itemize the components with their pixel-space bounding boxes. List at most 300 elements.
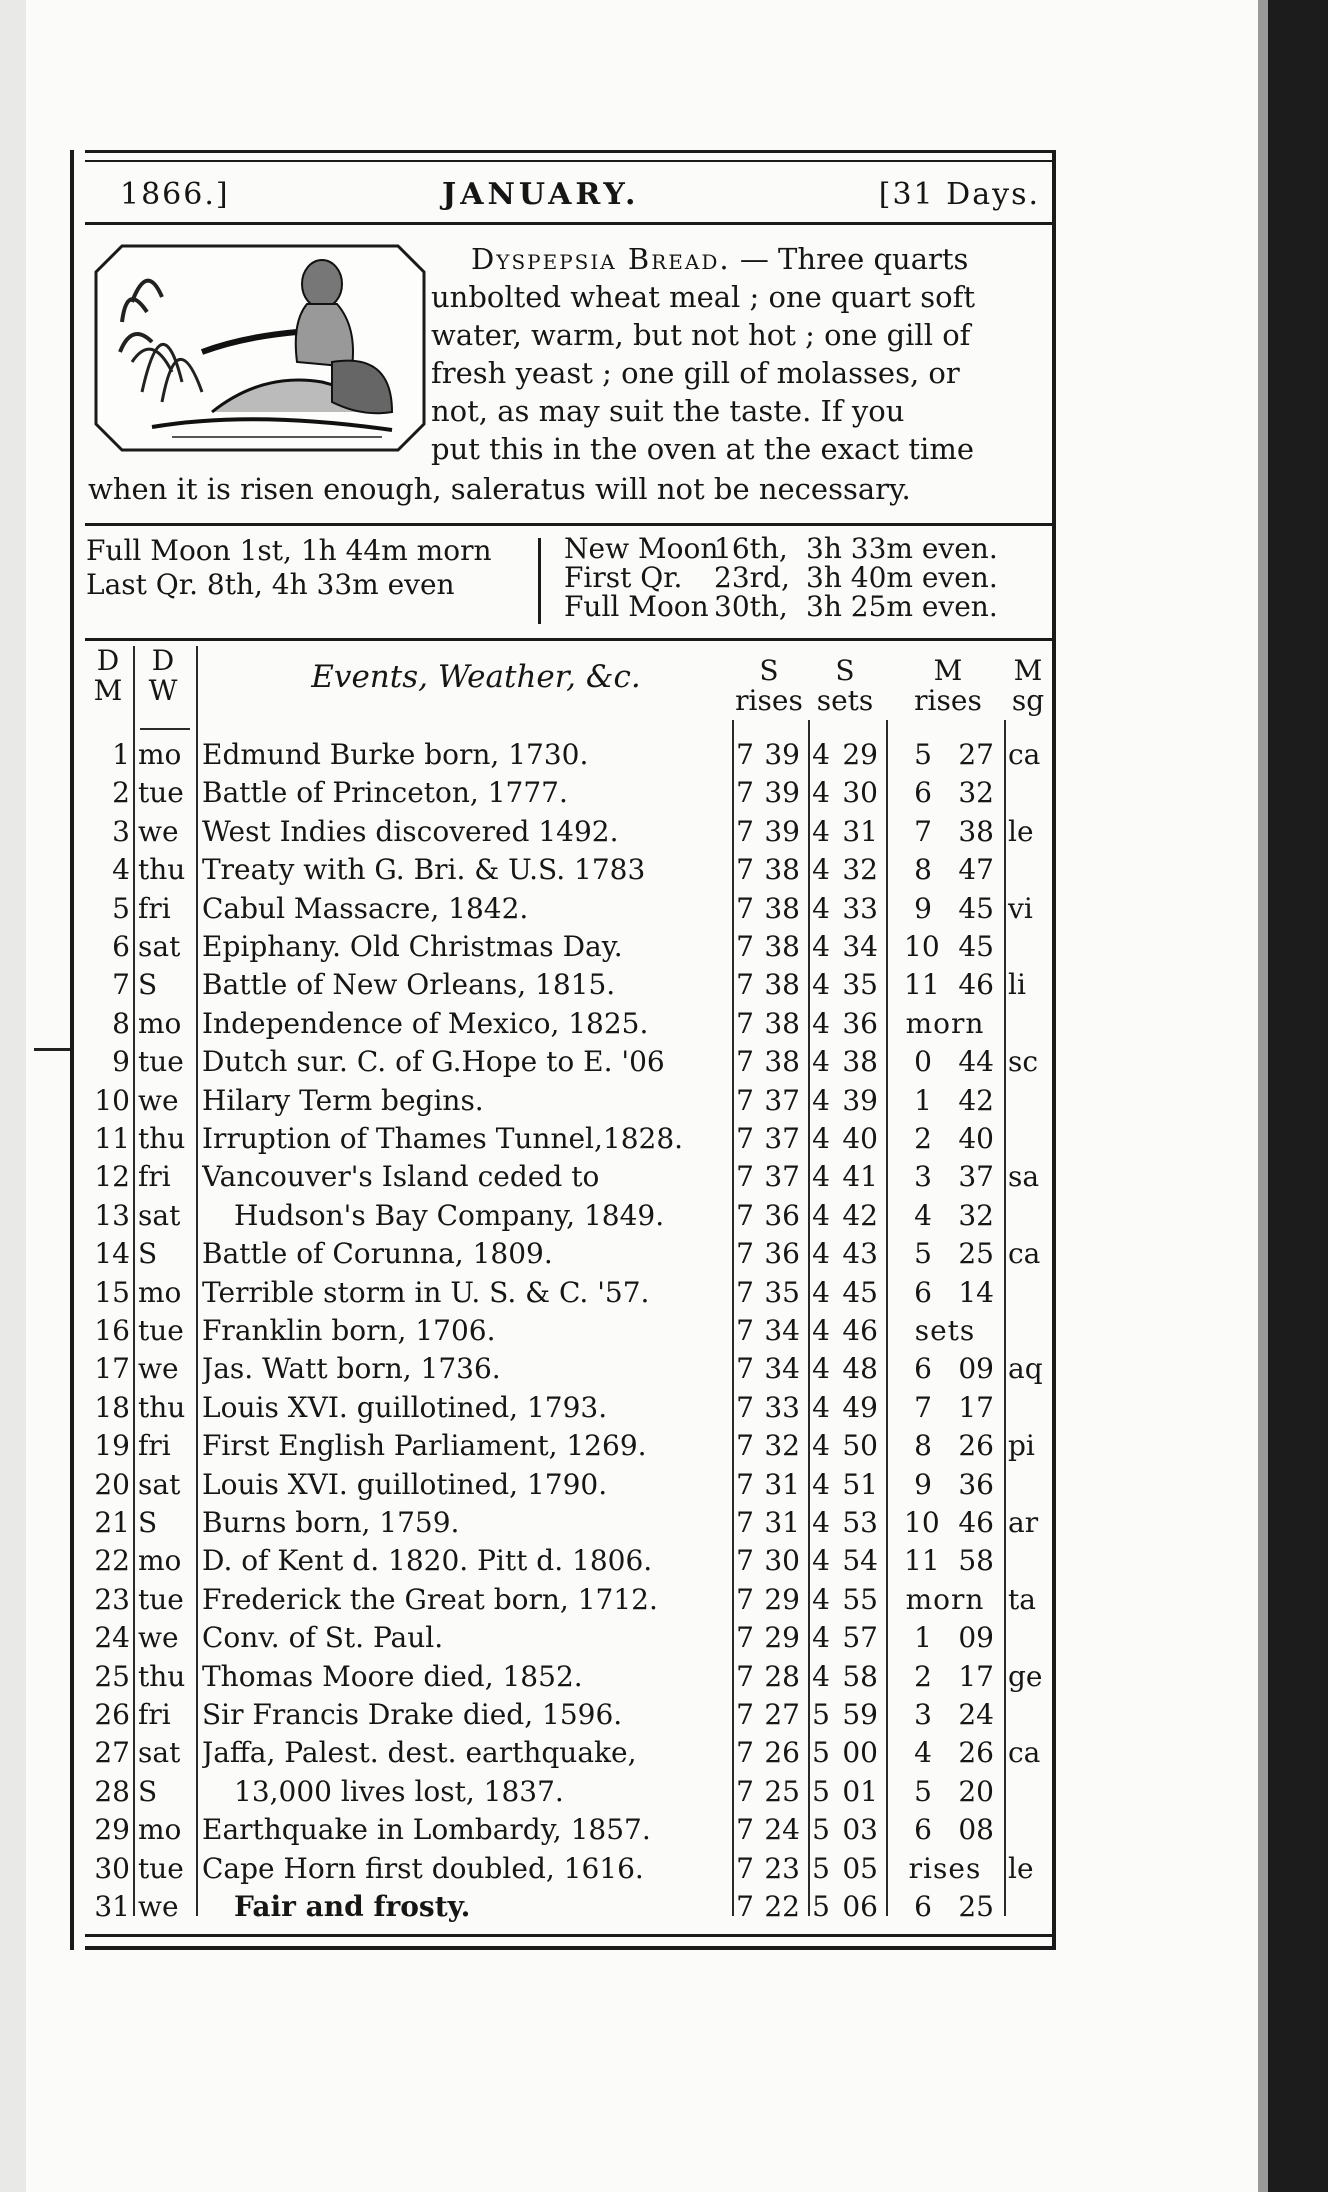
sun-rise-hour: 7 — [736, 1390, 754, 1424]
day-of-month: 19 — [94, 1429, 130, 1463]
day-of-month: 31 — [94, 1890, 130, 1923]
day-of-month: 29 — [94, 1813, 130, 1847]
day-of-month: 13 — [94, 1198, 130, 1232]
event-text: Battle of New Orleans, 1815. — [202, 968, 616, 1002]
event-text: Hilary Term begins. — [202, 1083, 484, 1117]
sun-set-hour: 5 — [812, 1851, 830, 1885]
sun-rise-hour: 7 — [736, 930, 754, 963]
sun-set-hour: 4 — [812, 776, 830, 810]
header-underline-dw — [140, 728, 190, 730]
sun-rise-hour: 7 — [736, 1160, 754, 1194]
moon-rise-hour: 6 — [914, 1890, 932, 1923]
moon-rise-hour: 9 — [914, 891, 932, 925]
moon-rise-minute: 24 — [958, 1698, 994, 1731]
sun-rise-hour: 7 — [736, 1314, 754, 1347]
sun-rise-hour: 7 — [736, 1736, 754, 1770]
moon-rise-minute: 25 — [958, 1237, 994, 1271]
sun-rise-hour: 7 — [736, 1621, 754, 1655]
sun-rise-hour: 7 — [736, 1851, 754, 1885]
moon-rise-hour: 0 — [914, 1045, 932, 1079]
col-sun-rises: S rises — [735, 654, 803, 717]
sun-rise-hour: 7 — [736, 1045, 754, 1079]
sun-rise-hour: 7 — [736, 968, 754, 1002]
moon-rise-minute: 40 — [958, 1122, 994, 1155]
sun-rise-minute: 36 — [764, 1198, 800, 1232]
day-of-month: 27 — [94, 1736, 130, 1770]
table-row — [86, 1350, 1052, 1388]
moon-rise-hour: 4 — [914, 1736, 932, 1770]
day-of-month: 15 — [94, 1275, 130, 1309]
moon-rise-hour: 8 — [914, 853, 932, 887]
bottom-rule-outer — [85, 1946, 1055, 1950]
moon-sign: vi — [1008, 891, 1033, 925]
sun-set-minute: 46 — [842, 1314, 878, 1347]
table-row — [86, 928, 1052, 966]
event-text: West Indies discovered 1492. — [202, 814, 619, 848]
sun-set-minute: 03 — [842, 1813, 878, 1847]
day-of-month: 25 — [94, 1659, 130, 1693]
day-of-week: tue — [138, 1851, 184, 1885]
moon-rise-hour: 3 — [914, 1160, 932, 1194]
sun-rise-minute: 38 — [764, 891, 800, 925]
moon-rise-hour: 6 — [914, 1275, 932, 1309]
moon-rise-minute: 25 — [958, 1890, 994, 1923]
day-of-month: 9 — [112, 1045, 130, 1079]
sun-rise-hour: 7 — [736, 1544, 754, 1578]
day-of-month: 11 — [94, 1122, 130, 1155]
sun-rise-hour: 7 — [736, 1122, 754, 1155]
sun-set-minute: 36 — [842, 1006, 878, 1040]
recipe-text — [86, 240, 1052, 512]
day-of-week: we — [138, 1621, 179, 1655]
recipe-line-2: unbolted wheat meal ; one quart soft — [431, 280, 976, 314]
moon-rise-minute: 09 — [958, 1621, 994, 1655]
day-of-week: sat — [138, 1736, 181, 1770]
sun-rise-minute: 37 — [764, 1122, 800, 1155]
moon-rise-minute: 46 — [958, 1506, 994, 1539]
top-rule-inner — [85, 160, 1055, 162]
table-column-headers — [86, 642, 1052, 732]
col-moon-sign: M sg — [1011, 654, 1045, 717]
sun-rise-hour: 7 — [736, 738, 754, 771]
sun-set-hour: 4 — [812, 930, 830, 963]
sun-rise-hour: 7 — [736, 1275, 754, 1309]
table-row — [86, 1197, 1052, 1235]
sun-set-minute: 51 — [842, 1467, 878, 1501]
event-text: Sir Francis Drake died, 1596. — [202, 1698, 623, 1731]
day-of-month: 5 — [112, 891, 130, 925]
moon-rise-minute: 26 — [958, 1736, 994, 1770]
recipe-line-1: Dyspepsia Bread. — Three quarts — [471, 242, 969, 276]
sun-rise-minute: 36 — [764, 1237, 800, 1271]
moon-rise-hour: 1 — [914, 1621, 932, 1655]
sun-set-minute: 59 — [842, 1698, 878, 1731]
moon-rise-text: sets — [914, 1314, 976, 1347]
table-row — [86, 1811, 1052, 1849]
day-of-week: S — [138, 1774, 158, 1808]
sun-rise-minute: 30 — [764, 1544, 800, 1578]
table-row — [86, 813, 1052, 851]
moon-sign: ge — [1008, 1659, 1043, 1693]
table-row — [86, 1619, 1052, 1657]
col-sun-sets: S sets — [816, 654, 874, 717]
event-text: Treaty with G. Bri. & U.S. 1783 — [202, 853, 646, 887]
sun-set-hour: 4 — [812, 1429, 830, 1463]
sun-rise-minute: 29 — [764, 1582, 800, 1616]
day-of-week: thu — [138, 1659, 186, 1693]
col-day-of-week: D W — [148, 644, 178, 707]
moon-sign: le — [1008, 1851, 1034, 1885]
sun-rise-minute: 39 — [764, 738, 800, 771]
moon-rise-text: morn — [905, 1006, 985, 1040]
table-row — [86, 1773, 1052, 1811]
moon-sign: sc — [1008, 1045, 1039, 1079]
day-of-month: 7 — [112, 968, 130, 1002]
sun-set-minute: 54 — [842, 1544, 878, 1578]
sun-rise-minute: 22 — [764, 1890, 800, 1923]
event-text: Franklin born, 1706. — [202, 1314, 496, 1347]
moon-rise-minute: 14 — [958, 1275, 994, 1309]
sun-set-minute: 42 — [842, 1198, 878, 1232]
day-of-week: fri — [138, 891, 171, 925]
sun-rise-hour: 7 — [736, 1198, 754, 1232]
day-of-week: we — [138, 1352, 179, 1386]
sun-rise-minute: 38 — [764, 968, 800, 1002]
sun-rise-minute: 26 — [764, 1736, 800, 1770]
event-text: Jaffa, Palest. dest. earthquake, — [202, 1736, 637, 1770]
sun-set-hour: 4 — [812, 1506, 830, 1539]
sun-set-minute: 38 — [842, 1045, 878, 1079]
sun-rise-hour: 7 — [736, 1582, 754, 1616]
moon-rise-minute: 38 — [958, 814, 994, 848]
sun-set-minute: 43 — [842, 1237, 878, 1271]
sun-set-hour: 4 — [812, 1544, 830, 1578]
sun-rise-hour: 7 — [736, 1813, 754, 1847]
table-row — [86, 1043, 1052, 1081]
moon-sign: ca — [1008, 738, 1041, 771]
moon-sign: le — [1008, 814, 1034, 848]
table-row — [86, 1274, 1052, 1312]
day-of-month: 30 — [94, 1851, 130, 1885]
sun-set-minute: 31 — [842, 814, 878, 848]
sun-rise-hour: 7 — [736, 1698, 754, 1731]
event-text: Cabul Massacre, 1842. — [202, 891, 529, 925]
sun-rise-minute: 24 — [764, 1813, 800, 1847]
event-text: Irruption of Thames Tunnel,1828. — [202, 1122, 684, 1155]
sun-set-hour: 4 — [812, 1621, 830, 1655]
sun-rise-minute: 28 — [764, 1659, 800, 1693]
table-row — [86, 1120, 1052, 1158]
day-of-week: sat — [138, 1467, 181, 1501]
moon-rise-minute: 32 — [958, 776, 994, 810]
moon-phases — [86, 528, 1052, 632]
sun-set-minute: 01 — [842, 1774, 878, 1808]
recipe-line-4: fresh yeast ; one gill of molasses, or — [431, 356, 960, 390]
day-of-month: 10 — [94, 1083, 130, 1117]
sun-rise-minute: 31 — [764, 1467, 800, 1501]
moon-phase-full-2: Full Moon 30th, 3h 25m even. — [564, 590, 998, 623]
sun-rise-minute: 38 — [764, 853, 800, 887]
sun-set-minute: 58 — [842, 1659, 878, 1693]
sun-rise-hour: 7 — [736, 853, 754, 887]
sun-rise-hour: 7 — [736, 1890, 754, 1923]
moon-rule — [85, 638, 1055, 641]
moon-rise-minute: 36 — [958, 1467, 994, 1501]
moon-rise-hour: 6 — [914, 1813, 932, 1847]
day-of-month: 6 — [112, 930, 130, 963]
moon-rise-hour: 11 — [904, 1544, 940, 1578]
sun-set-hour: 4 — [812, 1352, 830, 1386]
recipe-line-5: not, as may suit the taste. If you — [431, 394, 905, 428]
moon-rise-minute: 45 — [958, 930, 994, 963]
moon-rise-minute: 20 — [958, 1774, 994, 1808]
page-left-edge — [0, 0, 28, 2192]
event-text: Hudson's Bay Company, 1849. — [234, 1198, 665, 1232]
moon-phase-full-1: Full Moon 1st, 1h 44m morn — [86, 534, 492, 567]
moon-rise-hour: 3 — [914, 1698, 932, 1731]
event-text: Burns born, 1759. — [202, 1506, 460, 1539]
sun-rise-minute: 35 — [764, 1275, 800, 1309]
day-of-month: 20 — [94, 1467, 130, 1501]
sun-set-minute: 48 — [842, 1352, 878, 1386]
sun-set-minute: 33 — [842, 891, 878, 925]
sun-rise-minute: 38 — [764, 930, 800, 963]
sun-set-hour: 5 — [812, 1736, 830, 1770]
sun-set-minute: 40 — [842, 1122, 878, 1155]
event-text: Jas. Watt born, 1736. — [202, 1352, 501, 1386]
sun-rise-minute: 38 — [764, 1045, 800, 1079]
moon-rise-minute: 42 — [958, 1083, 994, 1117]
event-text: Epiphany. Old Christmas Day. — [202, 930, 623, 963]
sun-set-minute: 00 — [842, 1736, 878, 1770]
day-of-week: tue — [138, 1314, 184, 1347]
moon-rise-hour: 9 — [914, 1467, 932, 1501]
event-text: Thomas Moore died, 1852. — [202, 1659, 583, 1693]
day-of-week: thu — [138, 1122, 186, 1155]
event-text: Battle of Corunna, 1809. — [202, 1237, 553, 1271]
event-text: 13,000 lives lost, 1837. — [234, 1774, 564, 1808]
moon-rise-hour: 5 — [914, 1237, 932, 1271]
moon-rise-minute: 27 — [958, 738, 994, 771]
event-text: Fair and frosty. — [234, 1890, 471, 1923]
sun-set-hour: 5 — [812, 1774, 830, 1808]
col-events: Events, Weather, &c. — [311, 659, 641, 695]
day-of-week: thu — [138, 1390, 186, 1424]
moon-phases-right — [564, 534, 1054, 621]
header-month: JANUARY. — [442, 177, 640, 212]
event-text: Vancouver's Island ceded to — [202, 1160, 600, 1194]
moon-rise-minute: 58 — [958, 1544, 994, 1578]
event-text: Terrible storm in U. S. & C. '57. — [202, 1275, 650, 1309]
sun-rise-hour: 7 — [736, 1083, 754, 1117]
day-of-week: we — [138, 1890, 179, 1923]
table-row — [86, 1427, 1052, 1465]
day-of-month: 8 — [112, 1006, 130, 1040]
moon-rise-hour: 7 — [914, 814, 932, 848]
moon-rise-hour: 5 — [914, 738, 932, 771]
header-days: [31 Days. — [878, 177, 1040, 212]
day-of-week: tue — [138, 1045, 184, 1079]
table-row — [86, 1542, 1052, 1580]
day-of-week: fri — [138, 1429, 171, 1463]
sun-rise-minute: 34 — [764, 1352, 800, 1386]
moon-rise-text: morn — [905, 1582, 985, 1616]
day-of-week: mo — [138, 1006, 182, 1040]
table-row — [86, 1696, 1052, 1734]
moon-rise-minute: 46 — [958, 968, 994, 1002]
moon-rise-hour: 6 — [914, 1352, 932, 1386]
day-of-week: we — [138, 814, 179, 848]
sun-set-hour: 5 — [812, 1698, 830, 1731]
moon-rise-minute: 08 — [958, 1813, 994, 1847]
day-of-week: fri — [138, 1698, 171, 1731]
table-row — [86, 1235, 1052, 1273]
moon-rise-hour: 4 — [914, 1198, 932, 1232]
event-text: Dutch sur. C. of G.Hope to E. '06 — [202, 1045, 665, 1079]
sun-rise-minute: 39 — [764, 776, 800, 810]
sun-set-hour: 4 — [812, 1237, 830, 1271]
sun-set-hour: 5 — [812, 1890, 830, 1923]
sun-rise-minute: 38 — [764, 1006, 800, 1040]
moon-rise-hour: 1 — [914, 1083, 932, 1117]
table-row — [86, 1466, 1052, 1504]
day-of-week: sat — [138, 1198, 181, 1232]
sun-set-minute: 49 — [842, 1390, 878, 1424]
sun-set-minute: 30 — [842, 776, 878, 810]
table-row — [86, 1734, 1052, 1772]
day-of-week: mo — [138, 1275, 182, 1309]
moon-sign: ta — [1008, 1582, 1036, 1616]
sun-rise-hour: 7 — [736, 776, 754, 810]
sun-set-minute: 35 — [842, 968, 878, 1002]
event-text: Louis XVI. guillotined, 1793. — [202, 1390, 608, 1424]
margin-tick-mark — [34, 1048, 74, 1051]
table-row — [86, 1658, 1052, 1696]
day-of-month: 23 — [94, 1582, 130, 1616]
sun-rise-hour: 7 — [736, 814, 754, 848]
sun-rise-minute: 31 — [764, 1506, 800, 1539]
sun-set-minute: 50 — [842, 1429, 878, 1463]
moon-rise-minute: 17 — [958, 1659, 994, 1693]
event-text: Independence of Mexico, 1825. — [202, 1006, 649, 1040]
day-of-month: 4 — [112, 853, 130, 887]
day-of-month: 1 — [112, 738, 130, 771]
day-of-month: 22 — [94, 1544, 130, 1578]
sun-rise-hour: 7 — [736, 891, 754, 925]
day-of-week: mo — [138, 1544, 182, 1578]
day-of-week: tue — [138, 776, 184, 810]
sun-rise-minute: 37 — [764, 1160, 800, 1194]
sun-set-minute: 05 — [842, 1851, 878, 1885]
sun-set-hour: 4 — [812, 1467, 830, 1501]
sun-set-minute: 39 — [842, 1083, 878, 1117]
sun-set-minute: 32 — [842, 853, 878, 887]
sun-set-hour: 4 — [812, 1083, 830, 1117]
day-of-week: mo — [138, 738, 182, 771]
sun-rise-hour: 7 — [736, 1467, 754, 1501]
sun-rise-hour: 7 — [736, 1429, 754, 1463]
sun-rise-hour: 7 — [736, 1006, 754, 1040]
table-row — [86, 851, 1052, 889]
table-row — [86, 1312, 1052, 1350]
day-of-week: fri — [138, 1160, 171, 1194]
moon-rise-minute: 44 — [958, 1045, 994, 1079]
day-of-week: mo — [138, 1813, 182, 1847]
day-of-month: 28 — [94, 1774, 130, 1808]
day-of-week: S — [138, 968, 158, 1002]
sun-rise-hour: 7 — [736, 1237, 754, 1271]
sun-set-minute: 57 — [842, 1621, 878, 1655]
moon-rise-minute: 32 — [958, 1198, 994, 1232]
day-of-week: S — [138, 1506, 158, 1539]
sun-set-hour: 4 — [812, 1006, 830, 1040]
moon-sign: li — [1008, 968, 1026, 1002]
moon-rise-text: rises — [908, 1851, 982, 1885]
table-row — [86, 966, 1052, 1004]
moon-phases-left — [86, 534, 526, 602]
sun-rise-hour: 7 — [736, 1659, 754, 1693]
event-text: Edmund Burke born, 1730. — [202, 738, 589, 771]
event-text: Frederick the Great born, 1712. — [202, 1582, 658, 1616]
moon-rise-hour: 5 — [914, 1774, 932, 1808]
sun-set-hour: 4 — [812, 1275, 830, 1309]
day-of-month: 14 — [94, 1237, 130, 1271]
day-of-month: 16 — [94, 1314, 130, 1347]
day-of-week: we — [138, 1083, 179, 1117]
event-text: Louis XVI. guillotined, 1790. — [202, 1467, 608, 1501]
sun-rise-hour: 7 — [736, 1774, 754, 1808]
table-row — [86, 736, 1052, 774]
moon-rise-hour: 2 — [914, 1122, 932, 1155]
day-of-month: 26 — [94, 1698, 130, 1731]
table-row — [86, 774, 1052, 812]
moon-rise-minute: 37 — [958, 1160, 994, 1194]
table-row — [86, 1504, 1052, 1542]
sun-set-hour: 4 — [812, 738, 830, 771]
moon-rise-hour: 2 — [914, 1659, 932, 1693]
moon-rise-minute: 45 — [958, 891, 994, 925]
sun-set-minute: 45 — [842, 1275, 878, 1309]
moon-sign: ca — [1008, 1237, 1041, 1271]
moon-phases-divider — [538, 538, 541, 624]
day-of-week: sat — [138, 930, 181, 963]
sun-rise-minute: 25 — [764, 1774, 800, 1808]
sun-rise-minute: 37 — [764, 1083, 800, 1117]
sun-rise-hour: 7 — [736, 1352, 754, 1386]
sun-set-hour: 4 — [812, 1198, 830, 1232]
day-of-month: 17 — [94, 1352, 130, 1386]
event-text: Conv. of St. Paul. — [202, 1621, 444, 1655]
moon-phase-first-quarter: First Qr. 23rd, 3h 40m even. — [564, 561, 998, 594]
sun-rise-hour: 7 — [736, 1506, 754, 1539]
table-row — [86, 1005, 1052, 1043]
sun-set-hour: 4 — [812, 853, 830, 887]
day-of-month: 18 — [94, 1390, 130, 1424]
table-row — [86, 1888, 1052, 1926]
sun-set-minute: 41 — [842, 1160, 878, 1194]
moon-rise-hour: 7 — [914, 1390, 932, 1424]
moon-sign: ca — [1008, 1736, 1041, 1770]
day-of-month: 3 — [112, 814, 130, 848]
day-of-month: 21 — [94, 1506, 130, 1539]
event-text: Earthquake in Lombardy, 1857. — [202, 1813, 651, 1847]
table-row — [86, 1389, 1052, 1427]
sun-set-hour: 4 — [812, 1122, 830, 1155]
sun-set-hour: 4 — [812, 1314, 830, 1347]
moon-rise-hour: 11 — [904, 968, 940, 1002]
top-rule — [85, 150, 1055, 153]
sun-set-minute: 55 — [842, 1582, 878, 1616]
